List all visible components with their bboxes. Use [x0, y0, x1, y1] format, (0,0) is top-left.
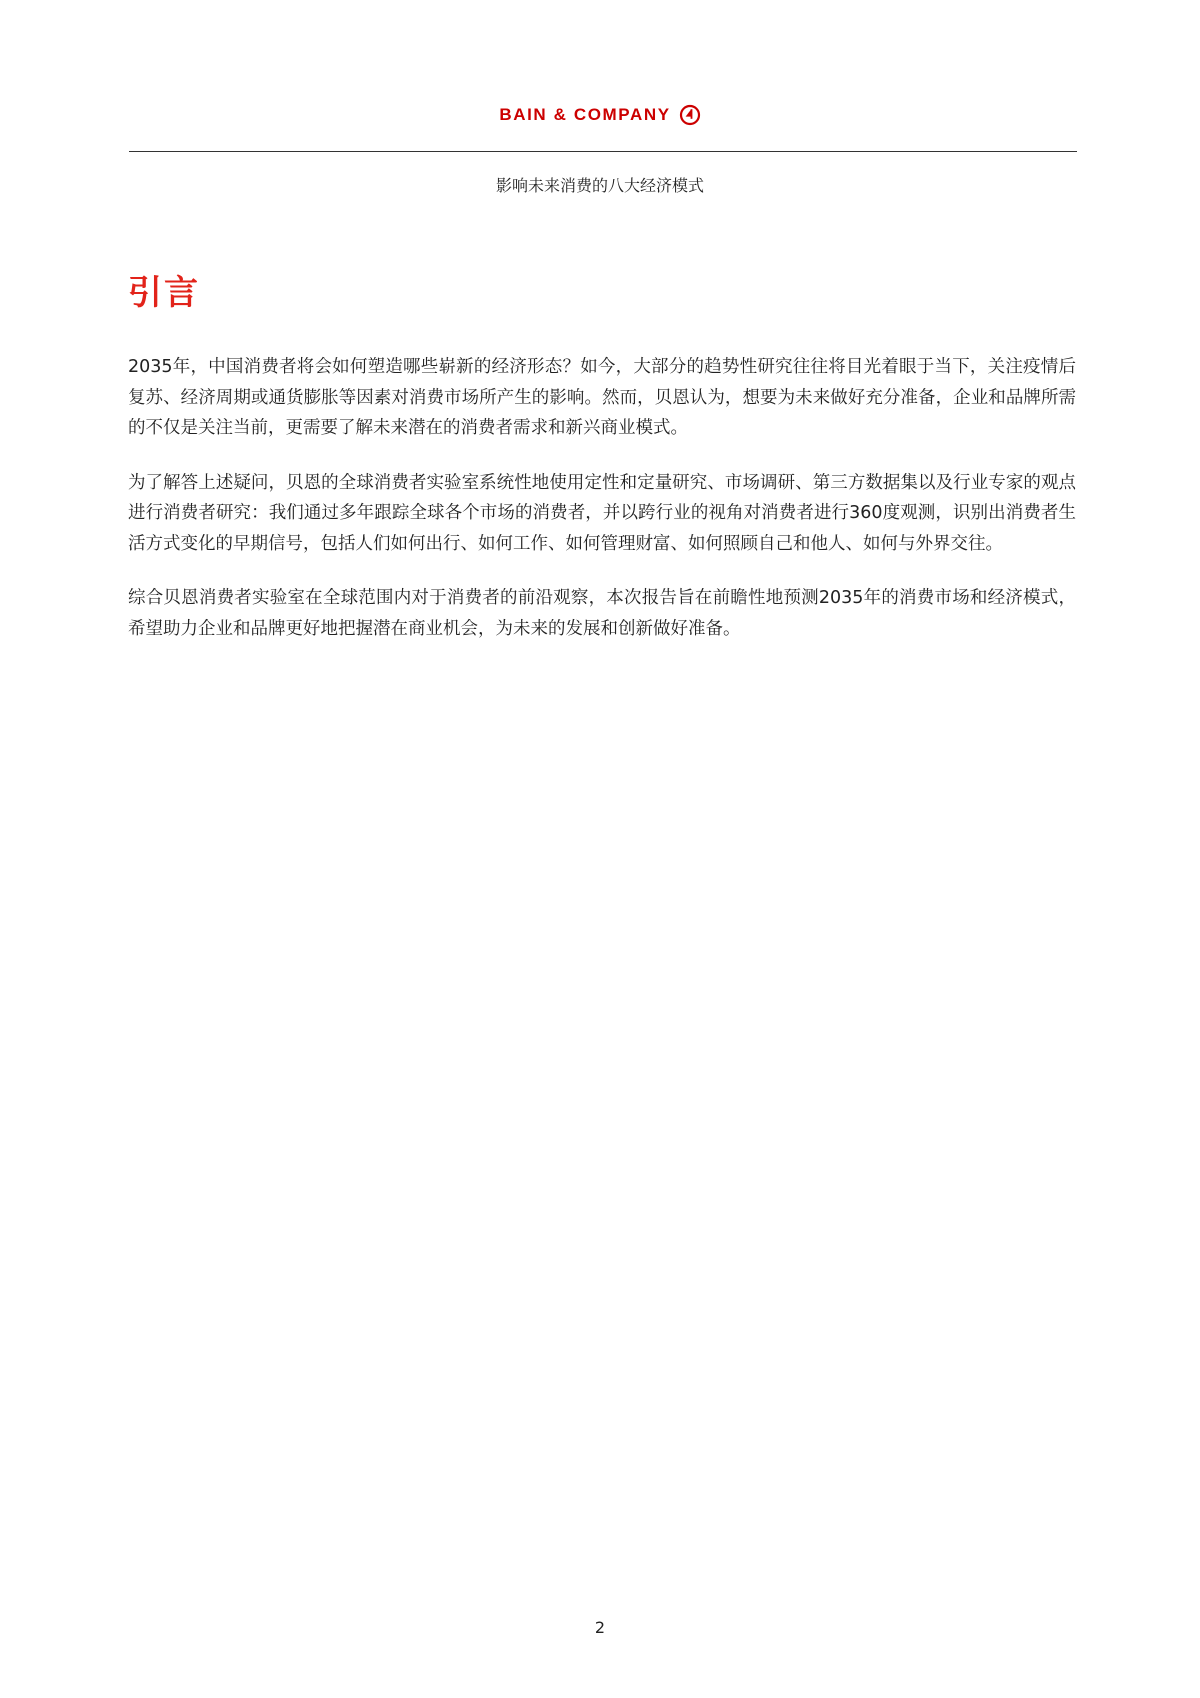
header-divider [129, 151, 1077, 152]
paragraph: 2035年，中国消费者将会如何塑造哪些崭新的经济形态？如今，大部分的趋势性研究往往将目光着眼于当下，关注疫情后复苏、经济周期或通货膨胀等因素对消费市场所产生的影响。然而，贝恩认为，想要为未来做好充分准备，企业和品牌所需的不仅是关注当前，更需要了解未来潜在的消费者需求和新兴商业模式。 [128, 357, 1076, 438]
body-text [128, 352, 1076, 668]
page-number: 2 [594, 1618, 606, 1637]
section-heading: 引言 [128, 273, 200, 313]
paragraph: 综合贝恩消费者实验室在全球范围内对于消费者的前沿观察，本次报告旨在前瞻性地预测2035年的消费市场和经济模式，希望助力企业和品牌更好地把握潜在商业机会，为未来的发展和创新做好准备。 [128, 588, 1076, 639]
brand-logo-text: BAIN & COMPANY [499, 105, 671, 124]
paragraph: 为了解答上述疑问，贝恩的全球消费者实验室系统性地使用定性和定量研究、市场调研、第三方数据集以及行业专家的观点进行消费者研究：我们通过多年跟踪全球各个市场的消费者，并以跨行业的视角对消费者进行360度观测，识别出消费者生活方式变化的早期信号，包括人们如何出行、如何工作、如何管理财富、如何照顾自己和他人、如何与外界交往。 [128, 472, 1076, 554]
report-title: 影响未来消费的八大经济模式 [495, 176, 704, 195]
page-header [0, 104, 1200, 126]
bain-logo-icon [679, 104, 701, 126]
